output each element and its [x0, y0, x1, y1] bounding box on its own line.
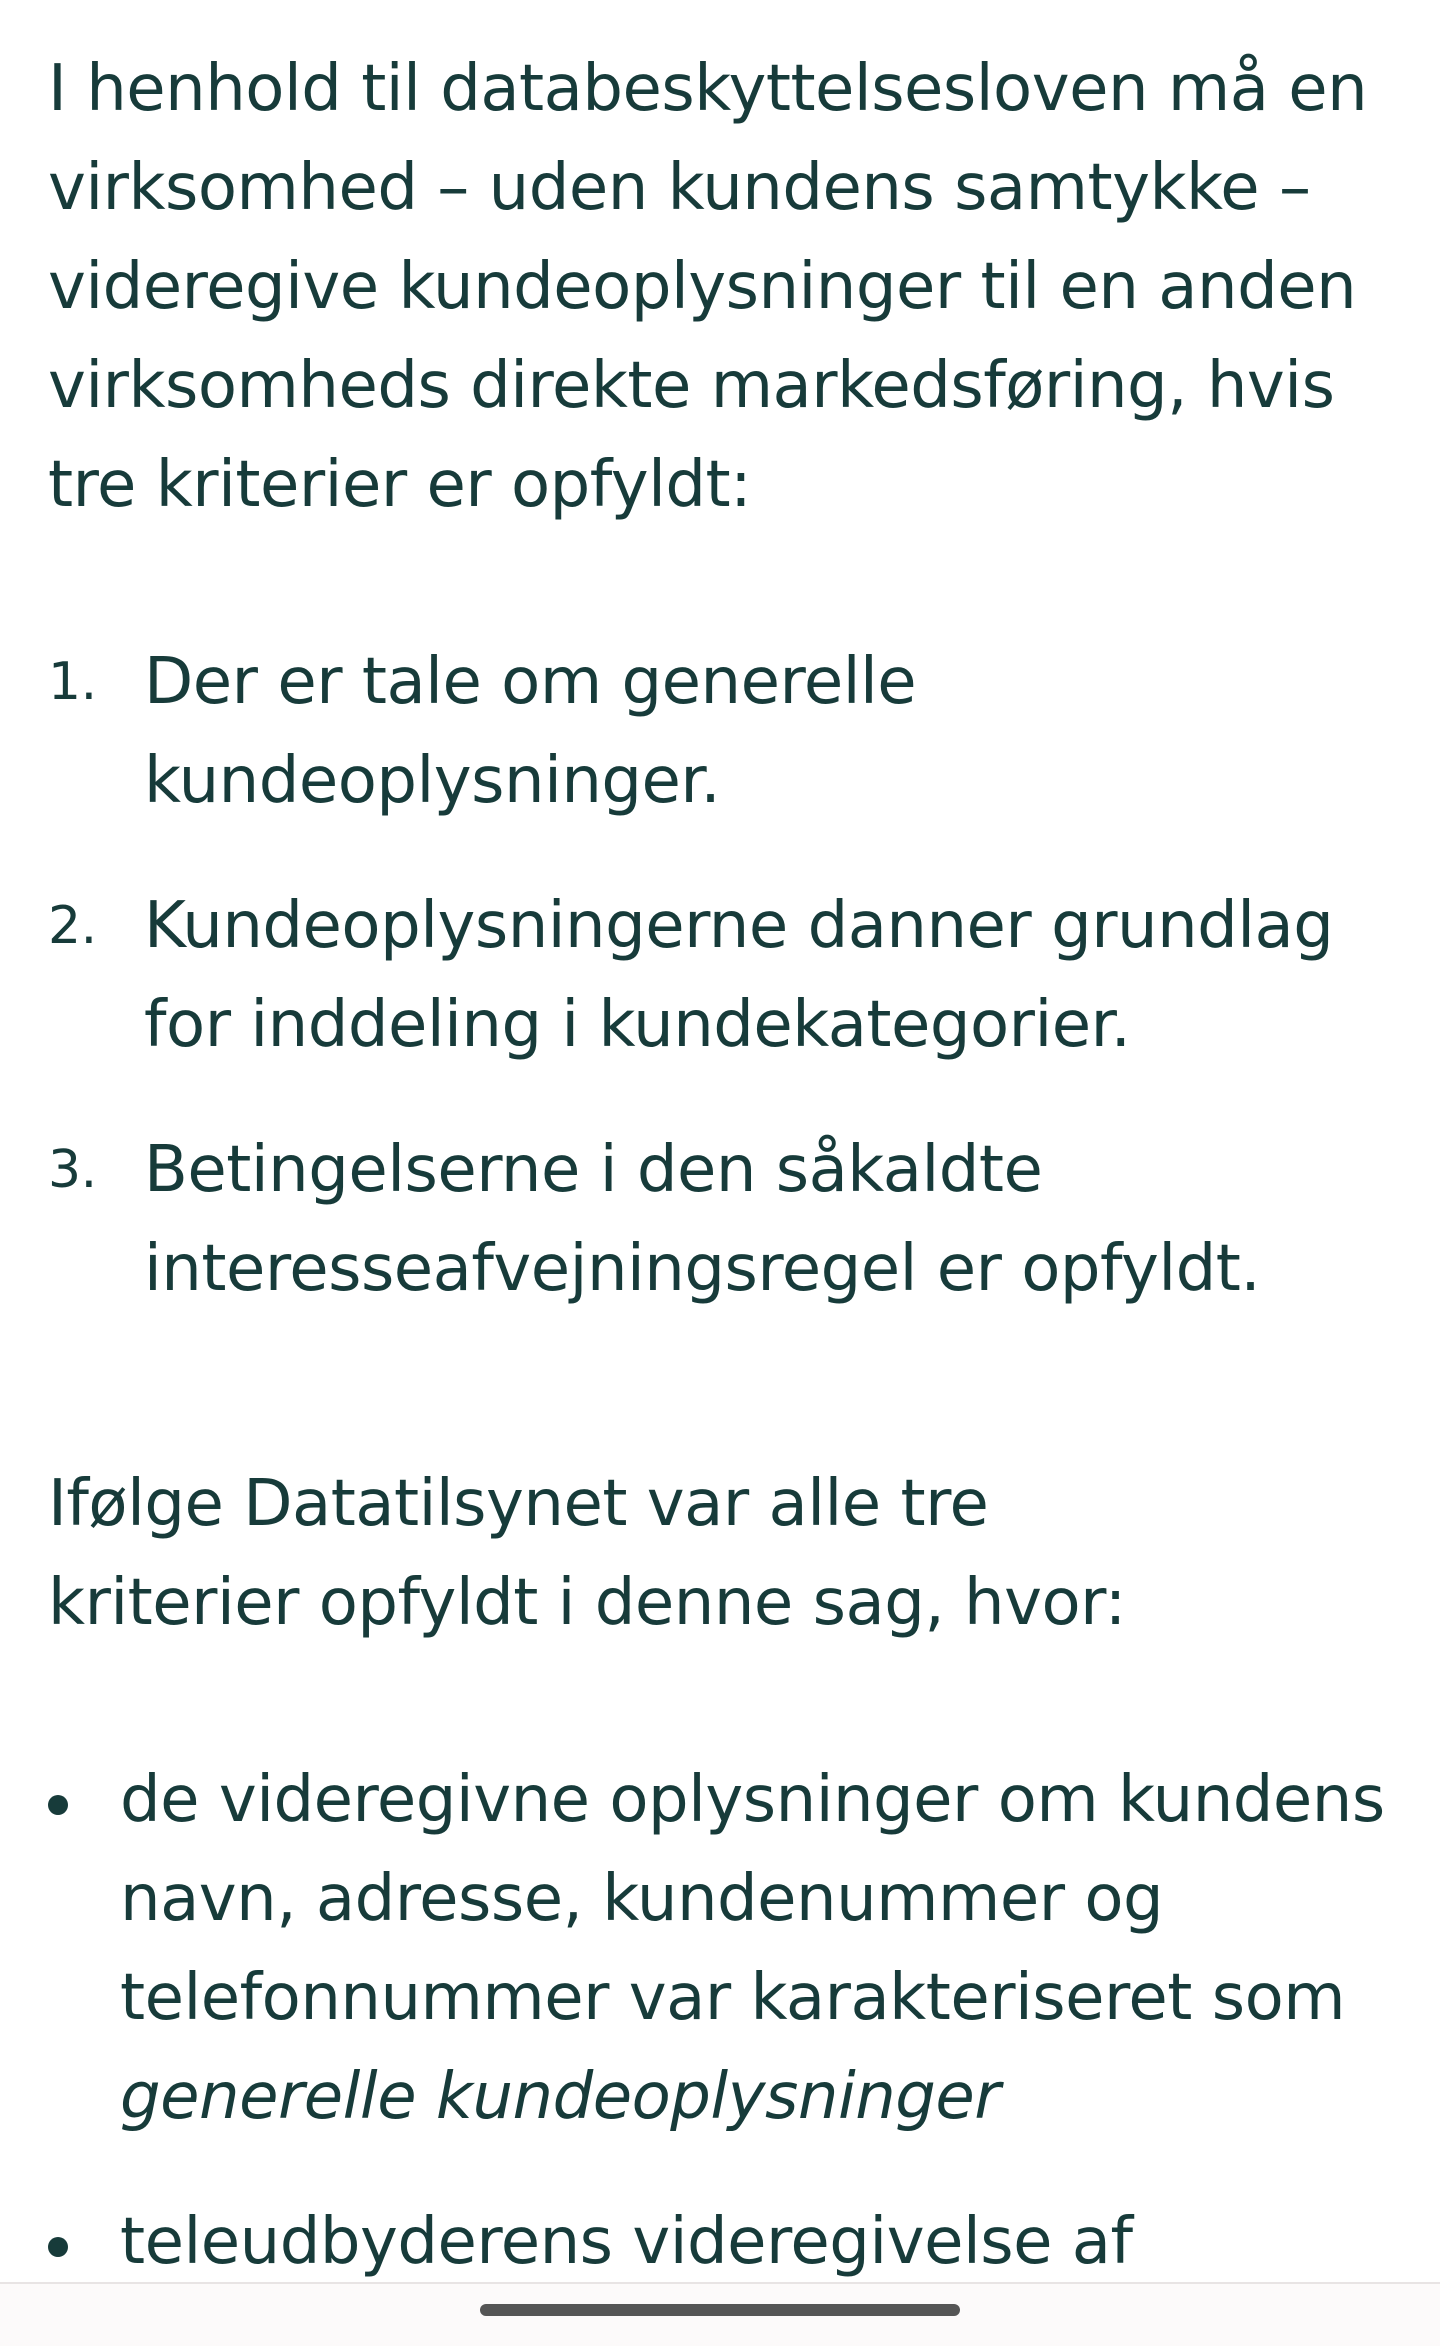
- bullet-icon: [48, 1795, 68, 1815]
- bullet-icon: [48, 2237, 68, 2257]
- criteria-number: 3.: [48, 1140, 97, 1200]
- criteria-number: 1.: [48, 652, 97, 712]
- bullet-item-1: [48, 1751, 1420, 2147]
- criteria-item-1: [48, 633, 1024, 831]
- conclusion-paragraph: Ifølge Datatilsynet var alle tre kriterier opfyldt i denne sag, hvor:: [48, 1467, 1126, 1640]
- criteria-text: Kundeoplysningerne danner grundlag for inddeling i kundekategorier.: [144, 889, 1334, 1062]
- criteria-text: Betingelserne i den såkaldte interesseafvejningsregel er opfyldt.: [144, 1133, 1261, 1306]
- intro-paragraph: I henhold til databeskyttelsesloven må en virksomhed – uden kundens samtykke – videregive kundeoplysninger til en anden virksomheds direkte markedsføring, hvis tre kriterier er opfyldt:: [48, 52, 1368, 522]
- article-body: [48, 40, 1392, 2292]
- bullet-item-2: [48, 2193, 1392, 2292]
- criteria-item-3: [48, 1121, 1344, 1319]
- criteria-item-2: [48, 877, 1394, 1075]
- criteria-list: [48, 633, 1392, 1319]
- bullet-emphasis: generelle kundeoplysninger: [120, 2060, 1001, 2134]
- criteria-number: 2.: [48, 896, 97, 956]
- criteria-text: Der er tale om generelle kundeoplysninger.: [144, 645, 917, 818]
- home-indicator[interactable]: [480, 2304, 960, 2316]
- bullet-list: [48, 1751, 1392, 2292]
- bullet-text: de videregivne oplysninger om kundens navn, adresse, kundenummer og telefonnummer var karakteriseret som: [120, 1763, 1385, 2035]
- bullet-text: teleudbyderens videregivelse af: [120, 2205, 1133, 2279]
